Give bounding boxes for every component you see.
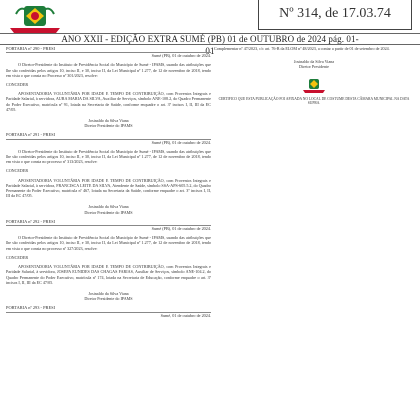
portaria-292-signer: Josinaldo da Silva Viana — [88, 290, 129, 296]
certificate-text: CERTIFICO QUE ESTA PUBLICAÇÃO FOI AFIXADA NO LOCAL DE COSTUME DESTA CÂMARA MUNICIPAL NA DATA SUPRA. — [218, 96, 410, 106]
right-signer: Josinaldo da Silva Viana — [293, 59, 335, 65]
right-signer-role: Diretor Presidente — [299, 64, 329, 70]
portaria-290-concede: CONCEDER — [6, 82, 29, 88]
portaria-291-heading: PORTARIA nº 291 - PRESI — [6, 132, 211, 139]
portaria-290-date: Sumé (PB), 01 de outubro de 2024. — [151, 53, 211, 59]
portaria-291-role: Diretor Presidente do IPAMS — [84, 209, 133, 215]
portaria-292-heading: PORTARIA nº 292 - PRESI — [6, 219, 211, 226]
chamber-coat-of-arms-logo — [301, 78, 327, 94]
portaria-290-role: Diretor Presidente do IPAMS — [84, 123, 133, 129]
portaria-290-heading: PORTARIA nº 290 - PRESI — [6, 46, 211, 53]
portaria-291-grant: APOSENTADORIA VOLUNTÁRIA POR IDADE E TEMPO DE CONTRIBUIÇÃO, com Proventos Integrais e Paridade Salarial, à servidora, FRANCISCA LEITE DA SILVA, Atendente de Saúde, símbolo SSA-APS-605.5.2, do Quadro Permanente do Poder Executivo, matrícula nº 467, lotada na Secretaria da Saúde, conforme enquadre o art. 3º incisos I, II, III da EC 47/05. — [6, 177, 211, 199]
portaria-292-body: O Diretor-Presidente do Instituto de Previdência Social do Município de Sumé - IPAMS, usando das atribuições que lhe são conferidas pelos artigos 10, inciso II, e 30, inciso II, da Lei Municipal nº 1.277, de 12 de novembro de 2018, tendo em vista o que consta no processo nº 327/2023, resolve: — [6, 235, 211, 251]
complement-text: Complementar nº 47/2023, c/c art. 76-B da ELOM nº 48/2023, a contar a partir de 01 de setembro de 2024. — [214, 46, 390, 51]
portaria-292-role: Diretor Presidente do IPAMS — [84, 296, 133, 302]
portaria-290-grant: APOSENTADORIA VOLUNTÁRIA POR IDADE E TEMPO DE CONTRIBUIÇÃO, com Proventos Integrais e Paridade Salarial, à servidora, AURA MARIA DA SILVA, Auxiliar de Serviços, símbolo ANE-108.2, do Quadro Permanente do Poder Executivo, matrícula nº 91, lotada na Secretaria de Saúde, conforme enquadre o art. 3º incisos I, II, III da EC 47/05. — [6, 91, 211, 112]
publication-certificate-stamp — [214, 78, 414, 106]
portaria-293-date: Sumé, 01 de outubro de 2024. — [160, 312, 211, 318]
portaria-290-body: O Diretor-Presidente do Instituto de Previdência Social do Município de Sumé - IPAMS, usando das atribuições que lhe são conferidas pelos artigos 10, inciso II, e 30, inciso II, da Lei Municipal nº 1.277, de 12 de novembro de 2018, tendo em vista o que consta no Processo nº 301/2023, resolve: — [6, 62, 211, 78]
law-number: Nº 314, de 17.03.74 — [279, 6, 391, 21]
portaria-291-signer: Josinaldo da Silva Viana — [88, 204, 129, 210]
portaria-292-date: Sumé (PB), 01 de outubro de 2024. — [151, 226, 211, 232]
law-number-box — [258, 0, 412, 30]
portaria-292-grant: APOSENTADORIA VOLUNTÁRIA POR IDADE E TEMPO DE CONTRIBUIÇÃO, com Proventos Integrais e Paridade Salarial, à servidora, JOSEFA EUNIDES DAS CHAGAS FARIAS, Auxiliar de Serviços, símbolo ANE-104.2, do Quadro Permanente do Poder Executivo, matrícula nº 174, lotada na Secretaria de Educação, conforme enquadre o art. 3º incisos I, II, III da EC 47/05. — [6, 264, 211, 285]
portaria-291-concede: CONCEDER — [6, 168, 29, 174]
portaria-291-date: Sumé (PB), 01 de outubro de 2024. — [151, 139, 211, 145]
left-column — [6, 46, 211, 318]
municipal-coat-of-arms-logo — [6, 2, 64, 36]
portaria-293-heading: PORTARIA nº 293 - PRESI — [6, 305, 211, 312]
portaria-291-body: O Diretor-Presidente do Instituto de Previdência Social do Município de Sumé - IPAMS, usando das atribuições que lhe são conferidas pelos artigos 10, inciso II, e 30, inciso II, da Lei Municipal nº 1.277, de 12 de novembro de 2018, tendo em vista o que consta no processo nº 313/2023, resolve: — [6, 148, 211, 165]
edition-line: ANO XXII - EDIÇÃO EXTRA SUMÉ (PB) 01 de OUTUBRO de 2024 pág. 01-01 — [61, 34, 359, 56]
portaria-290-signer: Josinaldo da Silva Viana — [88, 118, 129, 124]
right-column — [214, 46, 414, 105]
portaria-292-concede: CONCEDER — [6, 254, 29, 260]
